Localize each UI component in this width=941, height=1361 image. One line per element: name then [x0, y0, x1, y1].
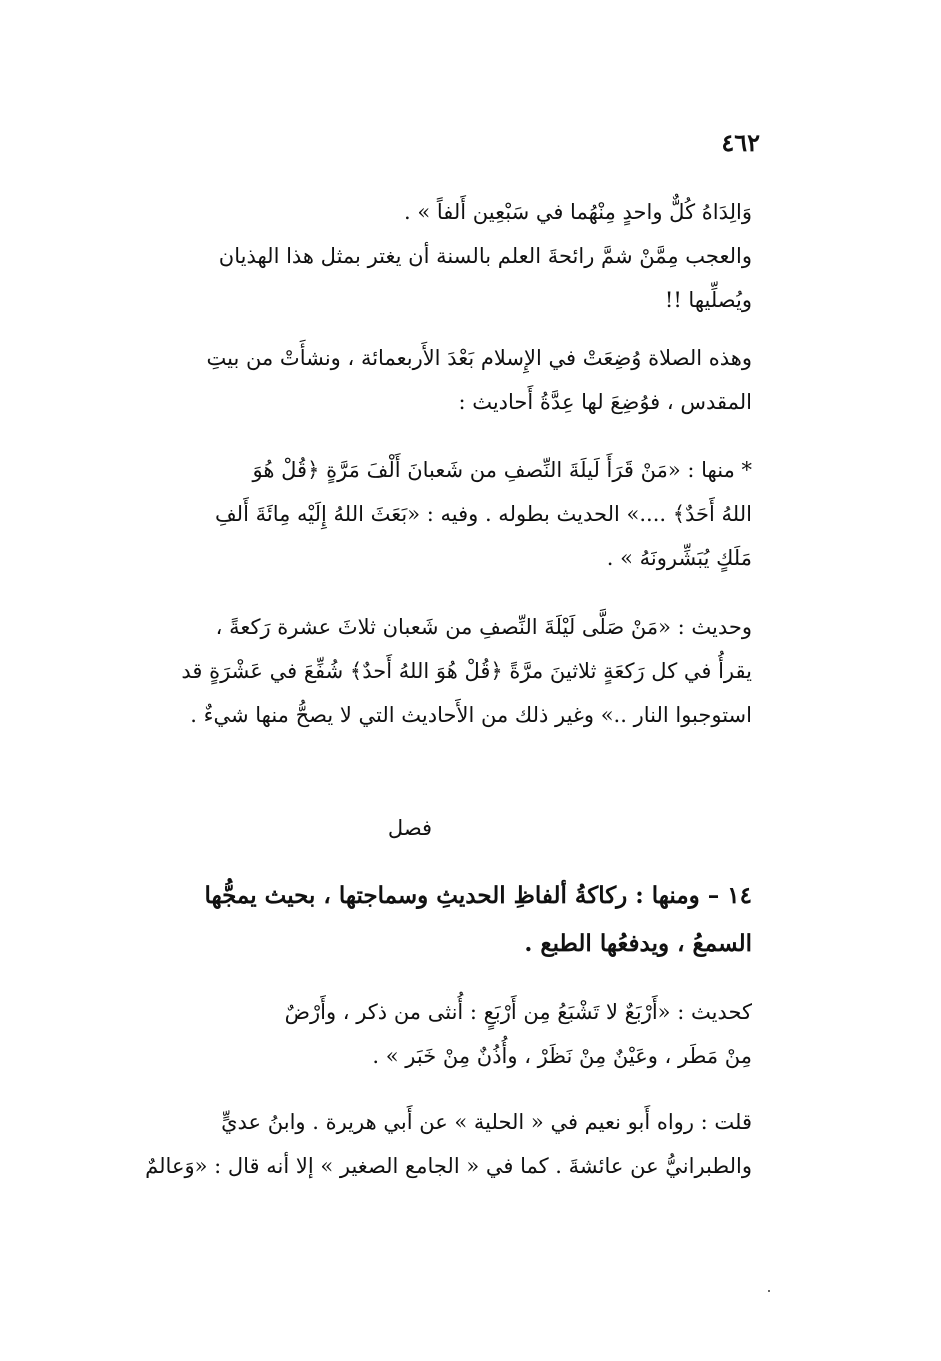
paragraph-hadith-example	[80, 990, 752, 1078]
paragraph-commentary	[80, 1100, 752, 1188]
paragraph-hadith-2	[80, 605, 752, 737]
section-heading: فصل	[387, 816, 433, 840]
text-line-bold: السمعُ ، ويدفعُها الطبع .	[524, 930, 752, 957]
text-line: قلت : رواه أَبو نعيم في « الحلية » عن أَبي هريرة . وابنُ عديٍّ	[221, 1110, 752, 1134]
text-line: وَالِدَاهُ كُلٌّ واحدٍ مِنْهُما في سَبْعِين أَلفاً » .	[403, 200, 752, 224]
scan-speck	[768, 1290, 770, 1292]
text-line: كحديث : «أَرْبَعٌ لا تَشْبَعُ مِن أَرْبَعٍ : أُنثى من ذكر ، وأَرْضٌ	[284, 1000, 752, 1024]
paragraph-hadith-1	[80, 448, 752, 580]
text-line-bold: ١٤ – ومنها : ركاكةُ ألفاظِ الحديثِ وسماجتها ، بحيث يمجُّها	[204, 882, 752, 909]
text-line: يقرأُ في كل رَكعَةٍ ثلاثينَ مرَّةً ﴿قُلْ هُوَ اللهُ أَحدٌ﴾ شُفِّعَ في عَشْرَةٍ قد	[181, 659, 752, 683]
text-line: والعجب مِمَّنْ شمَّ رائحةَ العلم بالسنة أن يغتر بمثل هذا الهذيان	[218, 244, 752, 268]
text-line: المقدس ، فوُضِعَ لها عِدَّةُ أَحاديث :	[458, 390, 752, 414]
text-line: ويُصلِّيها !!	[664, 288, 752, 312]
paragraph-wonder	[80, 234, 752, 322]
text-line: وحديث : «مَنْ صَلَّى لَيْلَةَ النِّصفِ من شَعبان ثلاثَ عشرة رَكعةً ،	[215, 615, 752, 639]
numbered-point-heading	[80, 872, 752, 968]
paragraph-prayer-origin	[80, 336, 752, 424]
text-line: مَلَكٍ يُبَشِّرونَهُ » .	[606, 546, 752, 570]
text-line: مِنْ مَطَر ، وعَيْنٌ مِنْ نَظَرْ ، وأُذُنٌ مِنْ خَبَر » .	[372, 1044, 752, 1068]
text-line: وهذه الصلاة وُضِعَتْ في الإِسلام بَعْدَ الأَربعمائة ، ونشأَتْ من بيتِ	[206, 346, 752, 370]
text-line: * منها : «مَنْ قَرَأَ لَيلَةَ النِّصفِ من شَعبانَ أَلْفَ مَرَّةٍ ﴿قُلْ هُوَ	[252, 458, 752, 482]
page-number: ٤٦٢	[721, 128, 760, 157]
text-line: والطبرانيُّ عن عائشةَ . كما في « الجامع الصغير » إلا أنه قال : «وَعالمٌ	[145, 1154, 752, 1178]
paragraph-continuation	[80, 190, 752, 234]
text-line: استوجبوا النار ..» وغير ذلك من الأَحاديث التي لا يصحُّ منها شيءٌ .	[190, 703, 752, 727]
text-line: اللهُ أَحَدٌ﴾ ....» الحديث بطوله . وفيه : «بَعَثَ اللهُ إِلَيْه مِائَةَ أَلفِ	[214, 502, 752, 526]
